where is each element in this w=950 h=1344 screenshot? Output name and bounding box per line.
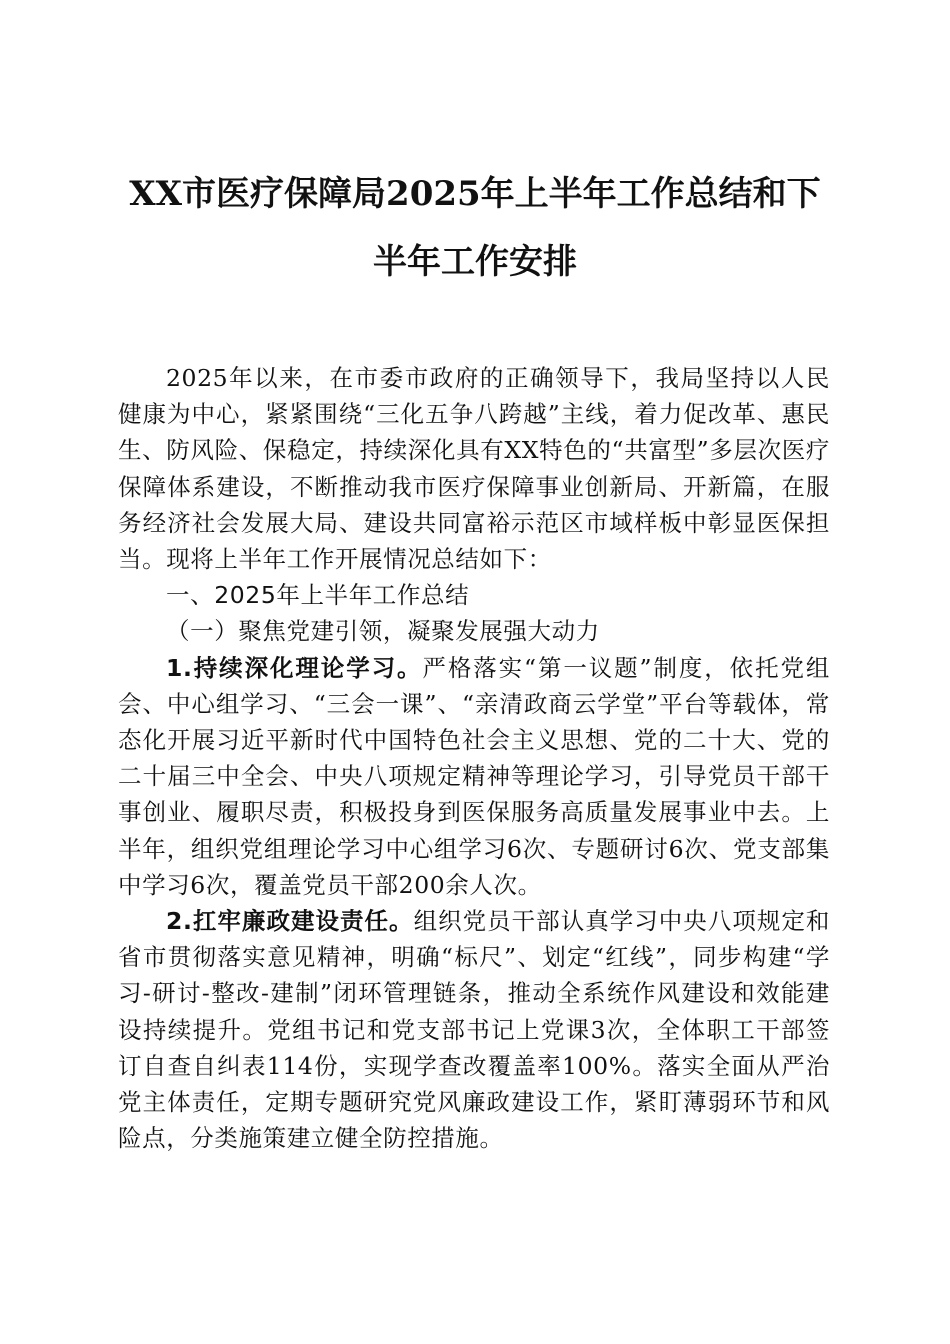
document-body: [118, 360, 830, 1156]
intro-paragraph: 2025年以来，在市委市政府的正确领导下，我局坚持以人民健康为中心，紧紧围绕“三化五争八跨越”主线，着力促改革、惠民生、防风险、保稳定，持续深化具有XX特色的“共富型”多层次医疗保障体系建设，不断推动我市医疗保障事业创新局、开新篇，在服务经济社会发展大局、建设共同富裕示范区市域样板中彰显医保担当。现将上半年工作开展情况总结如下：: [118, 364, 830, 574]
document-title-line-2: 半年工作安排: [373, 242, 577, 282]
document-title-line-1: XX市医疗保障局2025年上半年工作总结和下: [129, 174, 821, 214]
item-2-lead: 2.扛牢廉政建设责任。: [166, 907, 414, 936]
item-2-paragraph: [118, 903, 830, 1156]
section-heading: 一、2025年上半年工作总结: [166, 581, 470, 610]
subsection-heading: （一）聚焦党建引领，凝聚发展强大动力: [166, 617, 600, 646]
item-1-paragraph: [118, 650, 830, 903]
item-1-text: 严格落实“第一议题”制度，依托党组会、中心组学习、“三会一课”、“亲清政商云学堂”平台等载体，常态化开展习近平新时代中国特色社会主义思想、党的二十大、党的二十届三中全会、中央八项规定精神等理论学习，引导党员干部干事创业、履职尽责，积极投身到医保服务高质量发展事业中去。上半年，组织党组理论学习中心组学习6次、专题研讨6次、党支部集中学习6次，覆盖党员干部200余人次。: [118, 653, 830, 899]
item-2-text: 组织党员干部认真学习中央八项规定和省市贯彻落实意见精神，明确“标尺”、划定“红线”，同步构建“学习-研讨-整改-建制”闭环管理链条，推动全系统作风建设和效能建设持续提升。党组书记和党支部书记上党课3次，全体职工干部签订自查自纠表114份，实现学查改覆盖率100%。落实全面从严治党主体责任，定期专题研究党风廉政建设工作，紧盯薄弱环节和风险点，分类施策建立健全防控措施。: [118, 907, 830, 1153]
item-1-lead: 1.持续深化理论学习。: [166, 653, 423, 682]
